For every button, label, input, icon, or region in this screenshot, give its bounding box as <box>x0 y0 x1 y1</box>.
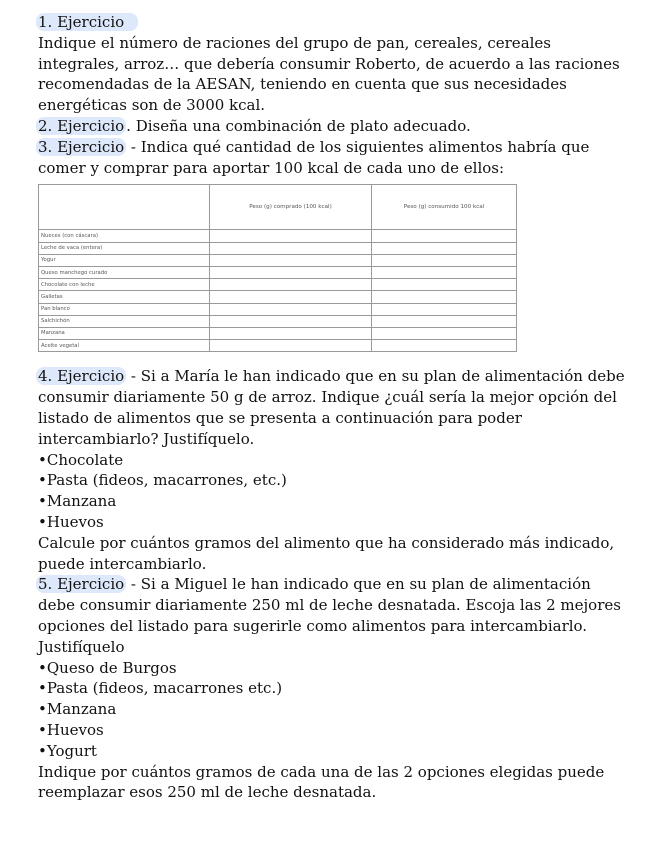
exercise-1-title: 1. Ejercicio <box>36 13 138 31</box>
table-cell-bought[interactable] <box>210 327 372 339</box>
table-header-food <box>39 185 210 230</box>
table-cell-food: Pan blanco <box>39 303 210 315</box>
table-cell-bought[interactable] <box>210 266 372 278</box>
table-row <box>39 340 517 352</box>
exercise-4-title: 4. Ejercicio <box>38 367 125 386</box>
table-cell-food: Aceite vegetal <box>39 340 210 352</box>
table-row <box>39 242 517 254</box>
exercise-2-text: . Diseña una combinación de plato adecuado. <box>126 116 471 135</box>
exercise-4-text: - Si a María le han indicado que en su plan de alimentación debe consumir diariamente 50 g de arroz. Indique ¿cuál sería la mejor opción del listado de alimentos que se presenta a continuación para poder intercambiarlo? Justifíquelo. <box>38 367 625 448</box>
food-table-container <box>38 184 516 354</box>
table-cell-bought[interactable] <box>210 303 372 315</box>
table-cell-food: Queso manchego curado <box>39 266 210 278</box>
list-item: • Manzana <box>38 491 630 512</box>
table-cell-consumed[interactable] <box>372 242 517 254</box>
table-cell-bought[interactable] <box>210 242 372 254</box>
exercise-3-text: - Indica qué cantidad de los siguientes alimentos habría que comer y comprar para aportar 100 kcal de cada uno de ellos: <box>38 137 590 177</box>
list-item: • Queso de Burgos <box>38 658 630 679</box>
table-row <box>39 315 517 327</box>
exercise-2 <box>38 116 630 137</box>
table-row <box>39 254 517 266</box>
table-cell-consumed[interactable] <box>372 291 517 303</box>
exercise-1-text: Indique el número de raciones del grupo de pan, cereales, cereales integrales, arroz… que debería consumir Roberto, de acuerdo a las raciones recomendadas de la AESAN, teniendo en cuenta que sus necesidades energéticas son de 3000 kcal. <box>38 33 620 115</box>
exercise-4-options <box>38 450 630 533</box>
table-cell-consumed[interactable] <box>372 266 517 278</box>
table-row <box>39 291 517 303</box>
table-cell-food: Nueces (con cáscara) <box>39 230 210 242</box>
table-header-consumed: Peso (g) consumido 100 kcal <box>372 185 517 230</box>
table-cell-consumed[interactable] <box>372 340 517 352</box>
table-cell-food: Yogur <box>39 254 210 266</box>
exercise-4-closing: Calcule por cuántos gramos del alimento que ha considerado más indicado, puede intercambiarlo. <box>38 533 615 573</box>
list-item: • Pasta (fideos, macarrones, etc.) <box>38 470 630 491</box>
table-cell-bought[interactable] <box>210 279 372 291</box>
list-item: • Pasta (fideos, macarrones etc.) <box>38 678 630 699</box>
list-item: • Huevos <box>38 512 630 533</box>
table-cell-consumed[interactable] <box>372 254 517 266</box>
exercise-5-options <box>38 658 630 762</box>
table-cell-bought[interactable] <box>210 254 372 266</box>
table-row <box>39 327 517 339</box>
exercise-2-title: 2. Ejercicio <box>38 116 125 135</box>
table-cell-food: Galletas <box>39 291 210 303</box>
table-cell-consumed[interactable] <box>372 327 517 339</box>
table-cell-food: Chocolate con leche <box>39 279 210 291</box>
table-cell-consumed[interactable] <box>372 315 517 327</box>
table-cell-food: Manzana <box>39 327 210 339</box>
exercise-5-closing: Indique por cuántos gramos de cada una de las 2 opciones elegidas puede reemplazar esos 250 ml de leche desnatada. <box>38 762 605 802</box>
exercise-1-title-line <box>38 12 630 33</box>
exercise-3 <box>38 137 630 179</box>
exercise-5 <box>38 574 630 657</box>
exercise-4 <box>38 366 630 449</box>
table-cell-food: Salchichón <box>39 315 210 327</box>
document-page <box>38 12 630 803</box>
list-item: • Huevos <box>38 720 630 741</box>
table-cell-consumed[interactable] <box>372 279 517 291</box>
table-cell-consumed[interactable] <box>372 303 517 315</box>
table-cell-bought[interactable] <box>210 291 372 303</box>
list-item: • Manzana <box>38 699 630 720</box>
table-row <box>39 266 517 278</box>
table-header-row <box>39 185 517 230</box>
table-cell-bought[interactable] <box>210 340 372 352</box>
table-cell-bought[interactable] <box>210 315 372 327</box>
table-cell-consumed[interactable] <box>372 230 517 242</box>
table-row <box>39 279 517 291</box>
food-table <box>38 184 517 352</box>
table-cell-food: Leche de vaca (entera) <box>39 242 210 254</box>
table-row <box>39 230 517 242</box>
table-row <box>39 303 517 315</box>
list-item: • Yogurt <box>38 741 630 762</box>
exercise-5-title: 5. Ejercicio <box>38 575 125 594</box>
exercise-3-title: 3. Ejercicio <box>38 137 125 156</box>
list-item: • Chocolate <box>38 450 630 471</box>
exercise-5-text: - Si a Miguel le han indicado que en su plan de alimentación debe consumir diariamente 250 ml de leche desnatada. Escoja las 2 mejores opciones del listado para sugerirle como alimentos para intercambiarlo. Justifíquelo <box>38 575 621 656</box>
table-cell-bought[interactable] <box>210 230 372 242</box>
table-header-bought: Peso (g) comprado (100 kcal) <box>210 185 372 230</box>
